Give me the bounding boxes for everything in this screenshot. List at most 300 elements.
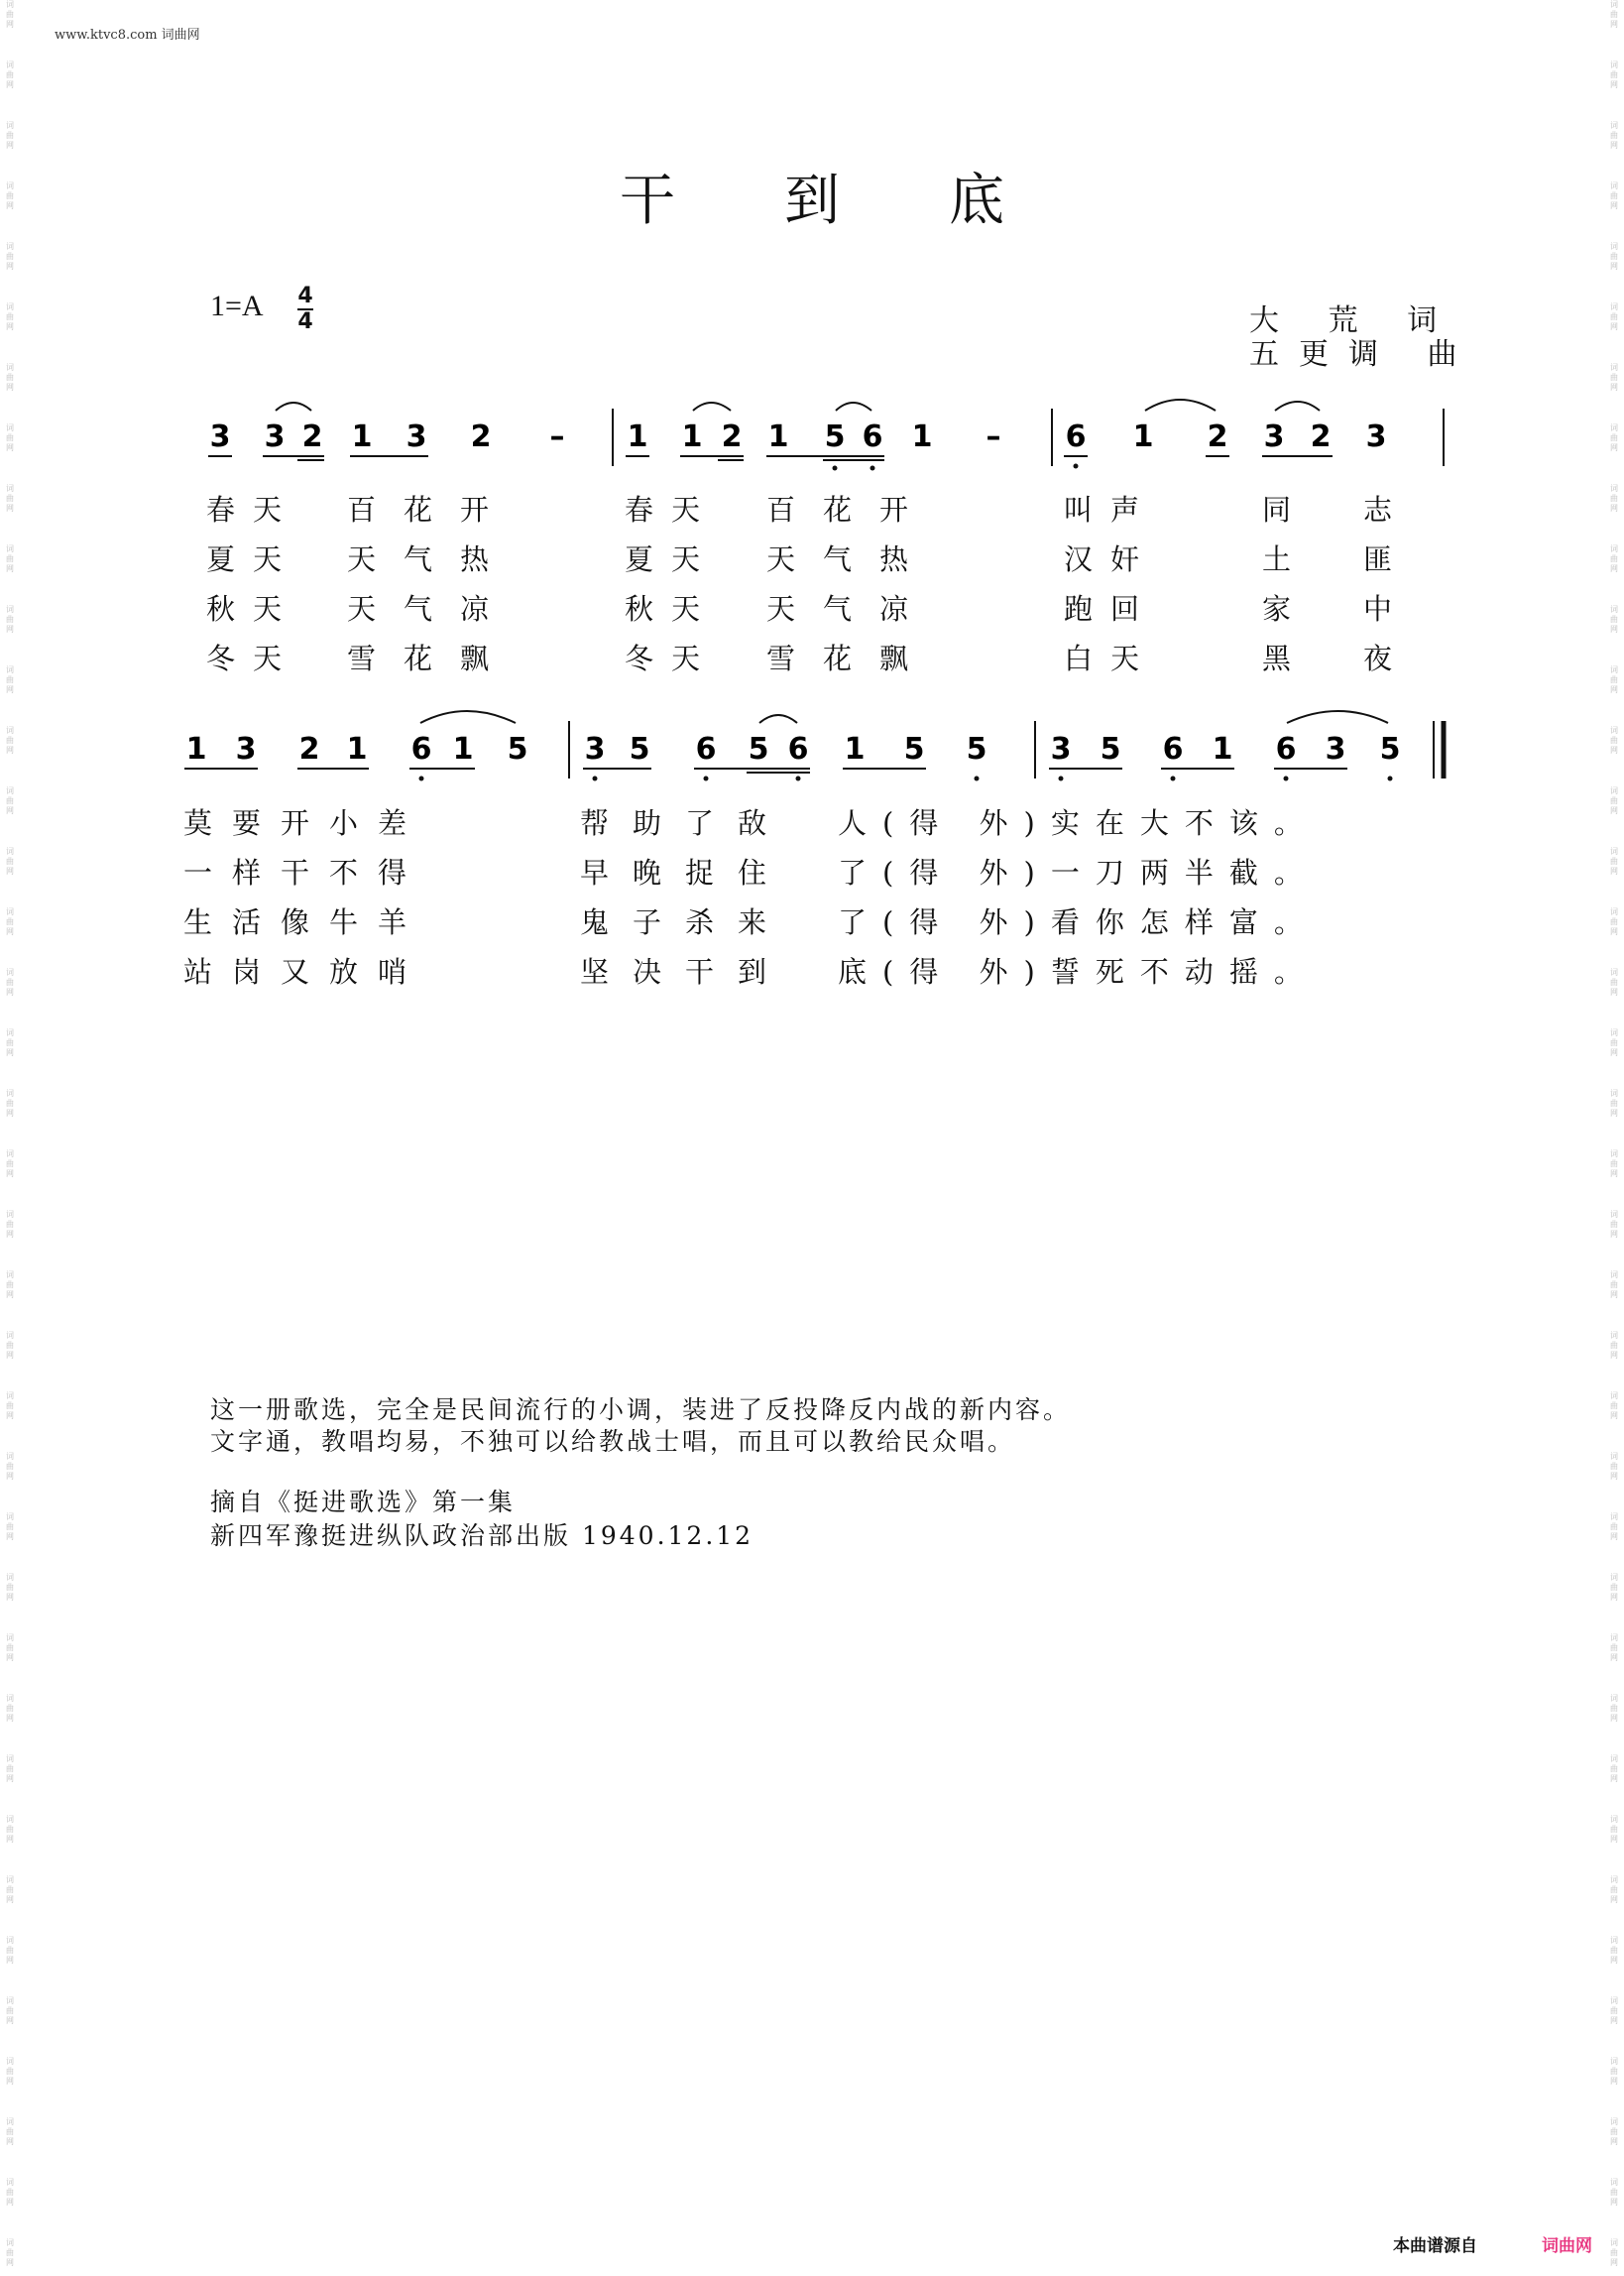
watermark-glyph: 网 <box>6 1109 14 1118</box>
watermark-glyph: 曲 <box>6 70 14 79</box>
watermark-glyph: 词 <box>6 302 14 311</box>
watermark-glyph: 词 <box>1610 1028 1618 1037</box>
watermark-glyph: 网 <box>6 564 14 573</box>
watermark-glyph: 网 <box>6 1774 14 1783</box>
watermark-glyph: 网 <box>1610 1048 1618 1057</box>
watermark-glyph: 曲 <box>1610 1280 1618 1289</box>
watermark-glyph: 网 <box>6 746 14 755</box>
watermark-glyph: 曲 <box>6 494 14 503</box>
watermark-glyph: 曲 <box>1610 1341 1618 1350</box>
watermark-glyph: 网 <box>1610 1956 1618 1965</box>
watermark-glyph: 网 <box>1610 2137 1618 2146</box>
watermark-glyph: 曲 <box>6 917 14 926</box>
watermark-glyph: 曲 <box>1610 373 1618 382</box>
watermark-glyph: 词 <box>1610 544 1618 553</box>
lyric: 百花开 <box>766 493 937 527</box>
watermark-glyph: 词 <box>1610 907 1618 916</box>
watermark-glyph: 词 <box>1610 726 1618 735</box>
watermark-glyph: 曲 <box>1610 1946 1618 1955</box>
lyric: 帮助了敌 <box>580 806 791 840</box>
note: 1 <box>681 419 703 454</box>
note-dash: – <box>986 419 1001 454</box>
lyric: 站岗又放哨 <box>183 955 427 989</box>
watermark-glyph: 词 <box>6 726 14 735</box>
watermark-glyph: 词 <box>1610 1452 1618 1461</box>
watermark-glyph: 词 <box>6 968 14 977</box>
lyric: 跑回 <box>1064 592 1158 626</box>
footer-source-label: 本曲谱源自 <box>1393 2236 1477 2256</box>
watermark-glyph: 词 <box>6 665 14 674</box>
watermark-glyph: 网 <box>6 1835 14 1844</box>
note: 1 <box>767 419 789 454</box>
watermark-glyph: 词 <box>1610 302 1618 311</box>
note: 5 <box>507 732 528 767</box>
watermark-glyph: 词 <box>1610 1754 1618 1763</box>
lyric: 雪花飘 <box>347 642 518 675</box>
note: 3 <box>406 419 427 454</box>
watermark-glyph: 词 <box>6 786 14 795</box>
watermark-glyph: 曲 <box>6 1462 14 1471</box>
watermark-glyph: 曲 <box>6 1341 14 1350</box>
watermark-glyph: 词 <box>1610 0 1618 9</box>
lyric: 天气热 <box>766 542 937 576</box>
watermark-glyph: 网 <box>6 1290 14 1299</box>
watermark-glyph: 词 <box>6 1573 14 1582</box>
watermark-glyph: 网 <box>6 1895 14 1904</box>
watermark-glyph: 网 <box>1610 1411 1618 1420</box>
notation-row-1 <box>0 397 1624 476</box>
watermark-glyph: 词 <box>6 1391 14 1400</box>
watermark-glyph: 曲 <box>6 1522 14 1531</box>
watermark-glyph: 曲 <box>6 1099 14 1108</box>
watermark-glyph: 词 <box>1610 2057 1618 2066</box>
watermark-glyph: 词 <box>1610 1996 1618 2005</box>
watermark-glyph: 网 <box>6 443 14 452</box>
lyric: 了(得 外)看你怎样富。 <box>838 905 1319 939</box>
watermark-glyph: 网 <box>1610 443 1618 452</box>
watermark-glyph: 网 <box>1610 746 1618 755</box>
watermark-glyph: 网 <box>1610 988 1618 997</box>
watermark-glyph: 词 <box>6 1694 14 1703</box>
note: 3 <box>1263 419 1285 454</box>
watermark-glyph: 曲 <box>6 1159 14 1168</box>
watermark-glyph: 曲 <box>6 131 14 140</box>
watermark-glyph: 词 <box>6 1996 14 2005</box>
watermark-glyph: 网 <box>6 80 14 89</box>
lyric: 同 <box>1262 493 1292 527</box>
watermark-glyph: 词 <box>6 1089 14 1098</box>
watermark-glyph: 词 <box>1610 605 1618 614</box>
watermark-glyph: 词 <box>1610 1936 1618 1945</box>
lyric: 冬天 <box>206 642 300 675</box>
watermark-glyph: 词 <box>1610 1694 1618 1703</box>
watermark-glyph: 曲 <box>1610 615 1618 624</box>
note: 3 <box>1325 732 1346 767</box>
watermark-glyph: 曲 <box>6 1764 14 1773</box>
watermark-glyph: 网 <box>1610 201 1618 210</box>
watermark-glyph: 网 <box>6 1593 14 1602</box>
watermark-glyph: 曲 <box>1610 1704 1618 1713</box>
watermark-glyph: 网 <box>1610 1472 1618 1481</box>
note: 3 <box>209 419 231 454</box>
watermark-glyph: 网 <box>1610 806 1618 815</box>
lyric: 一样干不得 <box>183 856 427 890</box>
watermark-glyph: 网 <box>6 1230 14 1239</box>
watermark-glyph: 词 <box>6 1270 14 1279</box>
watermark-glyph: 词 <box>6 2178 14 2187</box>
watermark-glyph: 词 <box>6 1028 14 1037</box>
watermark-glyph: 网 <box>1610 685 1618 694</box>
watermark-glyph: 词 <box>1610 1633 1618 1642</box>
lyric: 黑 <box>1262 642 1292 675</box>
lyric: 汉奸 <box>1064 542 1158 576</box>
song-title: 干到底 <box>620 169 1113 233</box>
watermark-glyph: 词 <box>6 2117 14 2126</box>
note: 5 <box>824 419 846 454</box>
key-signature: 1=A <box>210 290 264 322</box>
watermark-glyph: 网 <box>6 2258 14 2267</box>
watermark-glyph: 曲 <box>6 615 14 624</box>
watermark-glyph: 网 <box>6 1048 14 1057</box>
watermark-glyph: 曲 <box>1610 736 1618 745</box>
watermark-glyph: 网 <box>6 625 14 634</box>
watermark-glyph: 曲 <box>1610 1038 1618 1047</box>
note: 3 <box>1050 732 1072 767</box>
watermark-glyph: 网 <box>6 2137 14 2146</box>
watermark-glyph: 曲 <box>1610 554 1618 563</box>
lyric: 志 <box>1363 493 1393 527</box>
watermark-glyph: 曲 <box>1610 312 1618 321</box>
watermark-glyph: 词 <box>6 60 14 69</box>
watermark-glyph: 曲 <box>1610 433 1618 442</box>
watermark-glyph: 网 <box>6 1653 14 1662</box>
watermark-glyph: 曲 <box>1610 1462 1618 1471</box>
time-signature-bottom: 4 <box>297 309 313 334</box>
watermark-glyph: 网 <box>6 1472 14 1481</box>
watermark-glyph: 词 <box>6 2238 14 2247</box>
watermark-glyph: 曲 <box>1610 2248 1618 2257</box>
watermark-glyph: 曲 <box>6 2188 14 2197</box>
watermark-glyph: 网 <box>6 20 14 29</box>
note-line-1: 这一册歌选，完全是民间流行的小调，装进了反投降反内战的新内容。 <box>210 1395 1072 1424</box>
watermark-glyph: 网 <box>1610 80 1618 89</box>
watermark-glyph: 曲 <box>6 978 14 987</box>
watermark-glyph: 曲 <box>6 857 14 866</box>
watermark-glyph: 网 <box>6 1411 14 1420</box>
watermark-glyph: 词 <box>6 363 14 372</box>
watermark-glyph: 网 <box>6 201 14 210</box>
watermark-glyph: 词 <box>1610 2178 1618 2187</box>
watermark-glyph: 网 <box>1610 1653 1618 1662</box>
lyric: 秋天 <box>206 592 300 626</box>
watermark-glyph: 曲 <box>1610 857 1618 866</box>
watermark-glyph: 词 <box>1610 1391 1618 1400</box>
note: 6 <box>1065 419 1087 454</box>
watermark-glyph: 词 <box>1610 60 1618 69</box>
watermark-glyph: 网 <box>1610 1230 1618 1239</box>
composer-credit: 五更调 曲 <box>1249 337 1477 372</box>
watermark-glyph: 网 <box>6 2016 14 2025</box>
lyric: 夜 <box>1363 642 1393 675</box>
watermark-glyph: 词 <box>1610 1815 1618 1824</box>
lyric: 土 <box>1262 542 1292 576</box>
watermark-glyph: 词 <box>1610 1512 1618 1521</box>
watermark-glyph: 词 <box>1610 1210 1618 1219</box>
lyric: 雪花飘 <box>766 642 937 675</box>
watermark-glyph: 网 <box>1610 625 1618 634</box>
watermark-glyph: 网 <box>1610 564 1618 573</box>
watermark-glyph: 曲 <box>1610 191 1618 200</box>
watermark-glyph: 词 <box>6 847 14 856</box>
note: 6 <box>787 732 809 767</box>
note: 5 <box>1379 732 1401 767</box>
note: 3 <box>235 732 257 767</box>
lyric: 底(得 外)誓死不动摇。 <box>838 955 1319 989</box>
watermark-glyph: 曲 <box>1610 1401 1618 1410</box>
watermark-glyph: 网 <box>6 1714 14 1723</box>
lyric: 天气凉 <box>766 592 937 626</box>
watermark-glyph: 词 <box>6 121 14 130</box>
lyric: 夏天 <box>625 542 719 576</box>
note: 2 <box>470 419 492 454</box>
watermark-glyph: 曲 <box>1610 1764 1618 1773</box>
note-dash: – <box>549 419 565 454</box>
watermark-glyph: 曲 <box>6 1583 14 1592</box>
watermark-glyph: 词 <box>1610 786 1618 795</box>
watermark-glyph: 曲 <box>1610 2067 1618 2076</box>
watermark-glyph: 曲 <box>1610 1159 1618 1168</box>
watermark-glyph: 网 <box>1610 383 1618 392</box>
watermark-glyph: 词 <box>1610 121 1618 130</box>
watermark-glyph: 曲 <box>1610 1583 1618 1592</box>
note: 3 <box>264 419 286 454</box>
lyric: 生活像牛羊 <box>183 905 427 939</box>
watermark-glyph: 网 <box>6 927 14 936</box>
watermark-glyph: 网 <box>1610 1351 1618 1360</box>
watermark-glyph: 曲 <box>6 2127 14 2136</box>
watermark-glyph: 词 <box>1610 242 1618 251</box>
watermark-glyph: 曲 <box>1610 917 1618 926</box>
watermark-glyph: 词 <box>6 242 14 251</box>
right-watermark-strip <box>1607 0 1621 2276</box>
watermark-glyph: 网 <box>6 2198 14 2207</box>
watermark-glyph: 曲 <box>6 2248 14 2257</box>
watermark-glyph: 曲 <box>6 191 14 200</box>
watermark-glyph: 曲 <box>1610 1643 1618 1652</box>
note: 5 <box>748 732 769 767</box>
watermark-glyph: 词 <box>6 1210 14 1219</box>
watermark-glyph: 曲 <box>6 736 14 745</box>
note: 1 <box>346 732 368 767</box>
watermark-glyph: 词 <box>6 544 14 553</box>
watermark-glyph: 网 <box>6 2077 14 2086</box>
watermark-glyph: 词 <box>6 1875 14 1884</box>
note: 5 <box>966 732 987 767</box>
source-line-2: 新四军豫挺进纵队政治部出版 1940.12.12 <box>210 1521 754 1550</box>
watermark-glyph: 曲 <box>6 433 14 442</box>
note: 3 <box>584 732 606 767</box>
watermark-glyph: 曲 <box>6 1704 14 1713</box>
time-signature-top: 4 <box>297 284 313 308</box>
watermark-glyph: 词 <box>6 423 14 432</box>
watermark-glyph: 曲 <box>1610 131 1618 140</box>
watermark-glyph: 词 <box>1610 1149 1618 1158</box>
watermark-glyph: 网 <box>1610 20 1618 29</box>
watermark-glyph: 词 <box>1610 847 1618 856</box>
watermark-glyph: 曲 <box>6 1825 14 1834</box>
watermark-glyph: 词 <box>1610 484 1618 493</box>
lyric: 坚决干到 <box>580 955 791 989</box>
watermark-glyph: 网 <box>6 141 14 150</box>
watermark-glyph: 词 <box>6 907 14 916</box>
watermark-glyph: 网 <box>1610 262 1618 271</box>
lyric: 白天 <box>1064 642 1158 675</box>
watermark-glyph: 词 <box>1610 1573 1618 1582</box>
watermark-glyph: 网 <box>6 322 14 331</box>
watermark-glyph: 曲 <box>6 675 14 684</box>
lyric: 天气热 <box>347 542 518 576</box>
watermark-glyph: 网 <box>6 685 14 694</box>
watermark-glyph: 网 <box>1610 322 1618 331</box>
watermark-glyph: 词 <box>1610 1089 1618 1098</box>
watermark-glyph: 网 <box>1610 504 1618 513</box>
note: 6 <box>862 419 883 454</box>
note: 2 <box>301 419 323 454</box>
watermark-glyph: 曲 <box>6 1280 14 1289</box>
watermark-glyph: 曲 <box>1610 1825 1618 1834</box>
watermark-glyph: 网 <box>1610 867 1618 876</box>
lyric: 家 <box>1262 592 1292 626</box>
watermark-glyph: 网 <box>6 383 14 392</box>
watermark-glyph: 网 <box>1610 2016 1618 2025</box>
watermark-glyph: 网 <box>1610 2258 1618 2267</box>
lyric: 莫要开小差 <box>183 806 427 840</box>
lyric: 秋天 <box>625 592 719 626</box>
watermark-glyph: 网 <box>6 867 14 876</box>
watermark-glyph: 网 <box>1610 2198 1618 2207</box>
watermark-glyph: 曲 <box>6 10 14 19</box>
watermark-glyph: 网 <box>1610 1169 1618 1178</box>
source-line-1: 摘自《挺进歌选》第一集 <box>210 1488 517 1516</box>
watermark-glyph: 曲 <box>6 554 14 563</box>
watermark-glyph: 网 <box>6 1532 14 1541</box>
watermark-glyph: 词 <box>6 1331 14 1340</box>
watermark-glyph: 词 <box>6 1633 14 1642</box>
watermark-glyph: 网 <box>1610 1835 1618 1844</box>
note: 1 <box>911 419 933 454</box>
watermark-glyph: 词 <box>6 2057 14 2066</box>
note: 2 <box>1207 419 1228 454</box>
watermark-glyph: 词 <box>6 1815 14 1824</box>
watermark-glyph: 曲 <box>6 1401 14 1410</box>
watermark-glyph: 网 <box>6 1956 14 1965</box>
lyric: 叫声 <box>1064 493 1158 527</box>
watermark-glyph: 网 <box>1610 1109 1618 1118</box>
watermark-glyph: 网 <box>6 262 14 271</box>
watermark-glyph: 词 <box>6 484 14 493</box>
watermark-glyph: 网 <box>1610 1895 1618 1904</box>
note: 1 <box>351 419 373 454</box>
note: 1 <box>1212 732 1233 767</box>
watermark-glyph: 词 <box>1610 665 1618 674</box>
note: 6 <box>410 732 432 767</box>
watermark-glyph: 曲 <box>1610 2127 1618 2136</box>
watermark-glyph: 曲 <box>6 312 14 321</box>
watermark-glyph: 曲 <box>6 2006 14 2015</box>
note: 2 <box>298 732 320 767</box>
watermark-glyph: 网 <box>1610 1593 1618 1602</box>
watermark-glyph: 网 <box>1610 1774 1618 1783</box>
watermark-glyph: 网 <box>6 504 14 513</box>
watermark-glyph: 词 <box>6 1452 14 1461</box>
watermark-glyph: 词 <box>1610 2238 1618 2247</box>
watermark-glyph: 曲 <box>1610 675 1618 684</box>
watermark-glyph: 网 <box>1610 141 1618 150</box>
watermark-glyph: 曲 <box>1610 494 1618 503</box>
footer-site-link[interactable]: 词曲网 <box>1542 2236 1592 2256</box>
note: 1 <box>185 732 207 767</box>
note: 6 <box>1162 732 1184 767</box>
note: 1 <box>844 732 866 767</box>
watermark-glyph: 曲 <box>1610 796 1618 805</box>
watermark-glyph: 曲 <box>6 252 14 261</box>
watermark-glyph: 词 <box>6 181 14 190</box>
watermark-glyph: 词 <box>1610 423 1618 432</box>
watermark-glyph: 词 <box>1610 1331 1618 1340</box>
watermark-glyph: 曲 <box>1610 2006 1618 2015</box>
watermark-glyph: 网 <box>6 1351 14 1360</box>
note: 5 <box>903 732 925 767</box>
lyric: 春天 <box>206 493 300 527</box>
watermark-glyph: 词 <box>6 1149 14 1158</box>
lyric: 鬼子杀来 <box>580 905 791 939</box>
lyric: 春天 <box>625 493 719 527</box>
watermark-glyph: 曲 <box>6 1220 14 1229</box>
notation-row-2 <box>0 709 1624 788</box>
lyric: 人(得 外)实在大不该。 <box>838 806 1319 840</box>
lyric: 天气凉 <box>347 592 518 626</box>
watermark-glyph: 曲 <box>1610 1220 1618 1229</box>
watermark-glyph: 曲 <box>6 373 14 382</box>
watermark-glyph: 曲 <box>6 1885 14 1894</box>
lyric: 冬天 <box>625 642 719 675</box>
note: 6 <box>695 732 717 767</box>
watermark-glyph: 词 <box>1610 1270 1618 1279</box>
lyric: 了(得 外)一刀两半截。 <box>838 856 1319 890</box>
lyricist-credit: 大 荒 词 <box>1249 303 1457 338</box>
watermark-glyph: 词 <box>1610 968 1618 977</box>
watermark-glyph: 词 <box>1610 2117 1618 2126</box>
watermark-glyph: 词 <box>6 1512 14 1521</box>
watermark-glyph: 词 <box>6 0 14 9</box>
watermark-glyph: 曲 <box>6 796 14 805</box>
watermark-glyph: 词 <box>1610 181 1618 190</box>
watermark-glyph: 曲 <box>6 1038 14 1047</box>
watermark-glyph: 曲 <box>6 1643 14 1652</box>
note: 5 <box>629 732 650 767</box>
watermark-glyph: 词 <box>6 1754 14 1763</box>
site-url[interactable]: www.ktvc8.com 词曲网 <box>55 28 200 43</box>
watermark-glyph: 曲 <box>1610 978 1618 987</box>
time-signature <box>297 285 313 334</box>
note: 5 <box>1100 732 1121 767</box>
watermark-glyph: 曲 <box>1610 252 1618 261</box>
note: 2 <box>1310 419 1332 454</box>
note: 3 <box>1365 419 1387 454</box>
watermark-glyph: 曲 <box>6 1946 14 1955</box>
watermark-glyph: 网 <box>6 988 14 997</box>
note: 1 <box>1132 419 1154 454</box>
